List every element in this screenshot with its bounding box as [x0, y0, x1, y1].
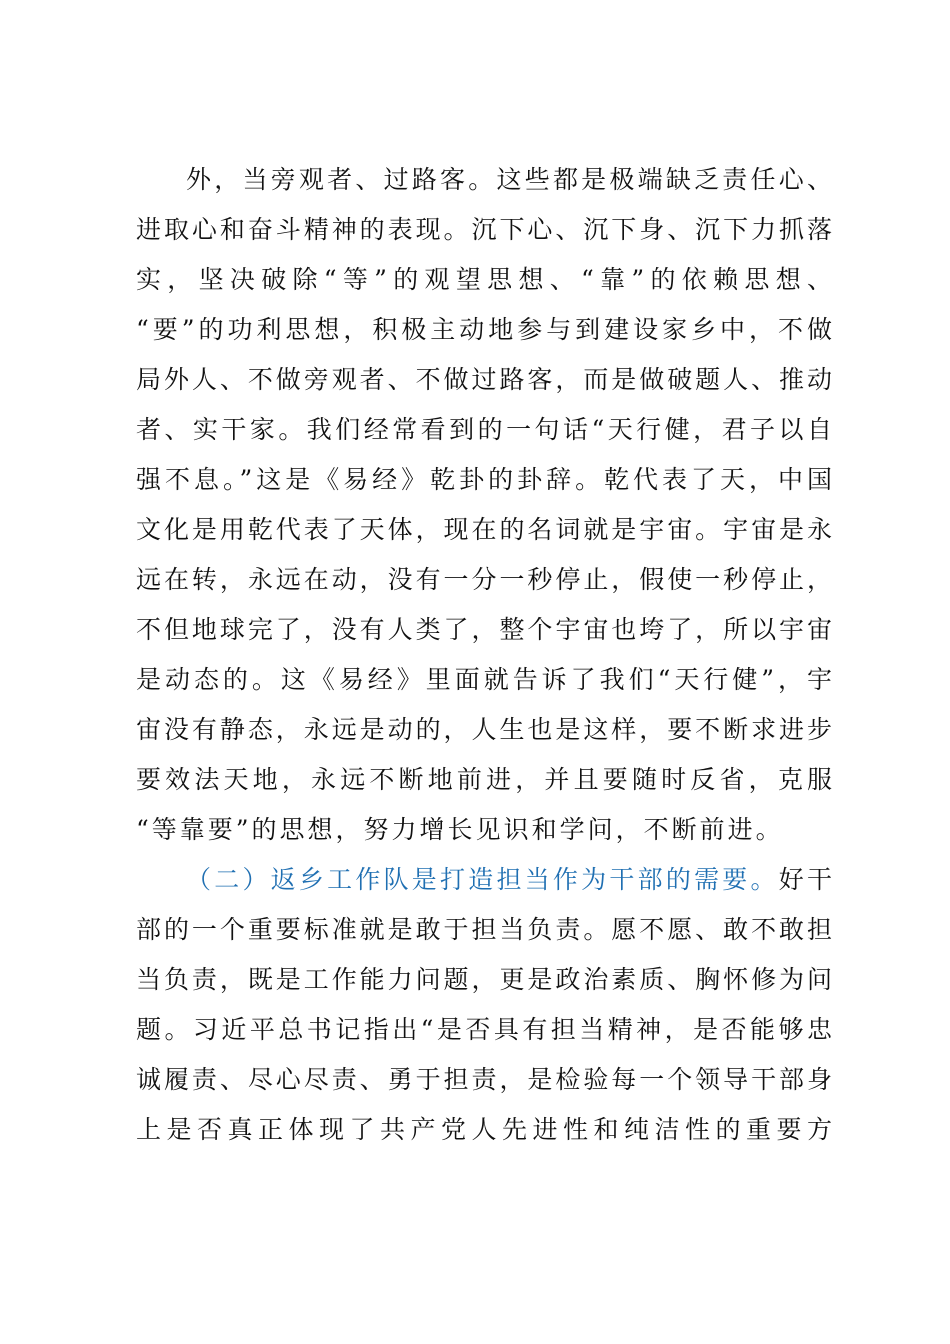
text-line: 当负责，既是工作能力问题，更是政治素质、胸怀修为问 — [136, 965, 832, 994]
text-line: 宙没有静态，永远是动的，人生也是这样，要不断求进步 — [136, 715, 832, 744]
text-line: 外，当旁观者、过路客。这些都是极端缺乏责任心、 — [186, 165, 832, 194]
text-line: 实，坚决破除“等”的观望思想、“靠”的依赖思想、 — [136, 265, 832, 294]
text-line: “要”的功利思想，积极主动地参与到建设家乡中，不做 — [136, 315, 832, 344]
text-line: 局外人、不做旁观者、不做过路客，而是做破题人、推动 — [136, 365, 832, 394]
text-line: 题。习近平总书记指出“是否具有担当精神，是否能够忠 — [136, 1015, 832, 1044]
section-heading: （二）返乡工作队是打造担当作为干部的需要。 — [186, 865, 779, 894]
text-line: 部的一个重要标准就是敢于担当负责。愿不愿、敢不敢担 — [136, 915, 832, 944]
text-line: 强不息。”这是《易经》乾卦的卦辞。乾代表了天，中国 — [136, 465, 832, 494]
text-line: 者、实干家。我们经常看到的一句话“天行健，君子以自 — [136, 415, 832, 444]
text-line: 远在转，永远在动，没有一分一秒停止，假使一秒停止， — [136, 565, 832, 594]
section-heading-line — [136, 855, 832, 905]
text-line: 是动态的。这《易经》里面就告诉了我们“天行健”，宇 — [136, 665, 832, 694]
text-line: 文化是用乾代表了天体，现在的名词就是宇宙。宇宙是永 — [136, 515, 832, 544]
body-text — [136, 155, 832, 1155]
text-line: 不但地球完了，没有人类了，整个宇宙也垮了，所以宇宙 — [136, 615, 832, 644]
text-line: 进取心和奋斗精神的表现。沉下心、沉下身、沉下力抓落 — [136, 215, 832, 244]
text-line: 上是否真正体现了共产党人先进性和纯洁性的重要方 — [136, 1115, 832, 1144]
heading-line-rest: 好干 — [778, 865, 832, 894]
text-line: 要效法天地，永远不断地前进，并且要随时反省，克服 — [136, 765, 832, 794]
text-line: “等靠要”的思想，努力增长见识和学问，不断前进。 — [136, 815, 784, 844]
text-line: 诚履责、尽心尽责、勇于担责，是检验每一个领导干部身 — [136, 1065, 832, 1094]
